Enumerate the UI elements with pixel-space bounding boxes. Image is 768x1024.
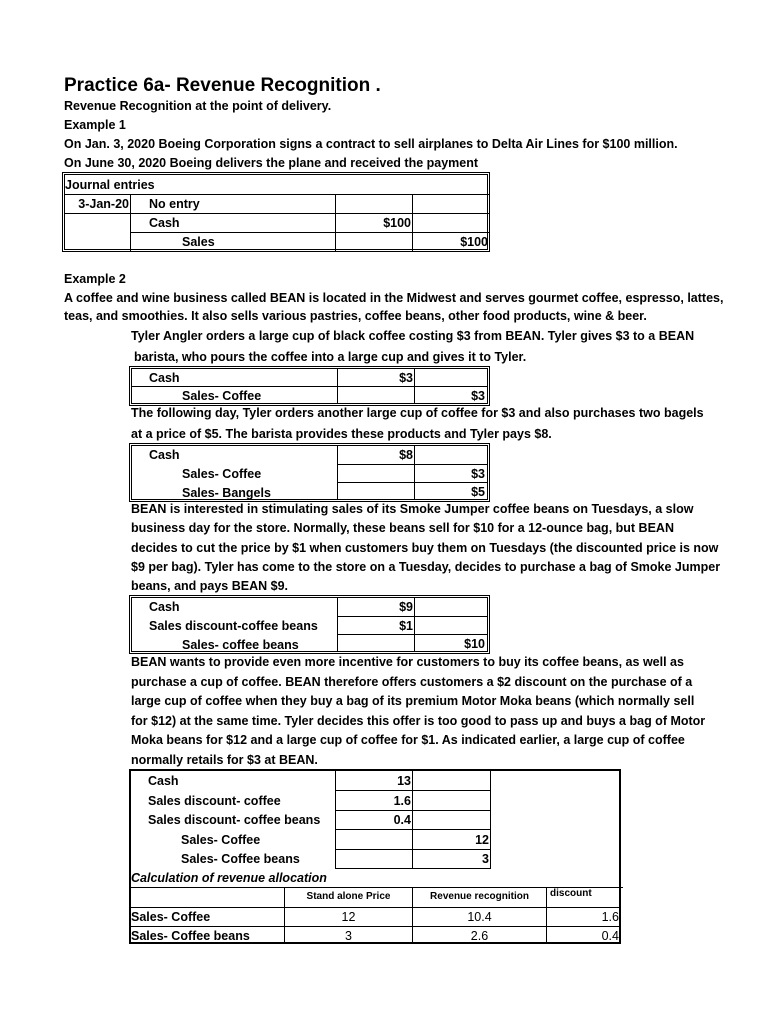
no-entry-label: No entry: [149, 197, 200, 211]
paragraph-2-line-2: at a price of $5. The barista provides these products and Tyler pays $8.: [131, 427, 552, 441]
subtitle: Revenue Recognition at the point of delivery.: [64, 99, 332, 113]
paragraph-4-line-4: for $12) at the same time. Tyler decides this offer is too good to pass up and buys a bag of Motor: [131, 714, 706, 728]
sales-coffee-amount: $3: [471, 467, 485, 481]
discount-beans-amount: 0.4: [393, 813, 411, 827]
cash-label: Cash: [149, 448, 180, 462]
sales-coffee-amount: $3: [471, 389, 485, 403]
alloc-row-coffee-discount: 1.6: [601, 910, 619, 924]
example-2-intro-1: A coffee and wine business called BEAN is located in the Midwest and serves gourmet coffee, espresso, lattes,: [64, 291, 724, 305]
paragraph-3-line-3: decides to cut the price by $1 when customers buy them on Tuesdays (the discounted price is now: [131, 541, 719, 555]
calc-title: Calculation of revenue allocation: [131, 871, 327, 885]
cash-amount: $8: [399, 448, 413, 462]
cash-amount: $3: [399, 371, 413, 385]
entry-date: 3-Jan-20: [78, 197, 129, 211]
paragraph-3-line-1: BEAN is interested in stimulating sales of its Smoke Jumper coffee beans on Tuesdays, a slow: [131, 502, 694, 516]
cash-label: Cash: [149, 600, 180, 614]
coffee-sale-table: [129, 366, 490, 406]
journal-entries-title: Journal entries: [65, 178, 155, 192]
sales-beans-label: Sales- Coffee beans: [181, 852, 300, 866]
sales-coffee-label: Sales- Coffee: [182, 389, 262, 403]
cash-amount: $100: [383, 216, 411, 230]
sales-coffee-amount: 12: [475, 833, 489, 847]
cash-label: Cash: [149, 371, 180, 385]
cash-label: Cash: [148, 774, 179, 788]
sales-beans-amount: 3: [482, 852, 489, 866]
alloc-row-beans-label: Sales- Coffee beans: [131, 929, 250, 943]
sales-amount: $100: [460, 235, 488, 249]
page-title: Practice 6a- Revenue Recognition .: [64, 75, 381, 96]
sales-bagels-amount: $5: [471, 485, 485, 499]
paragraph-4-line-5: Moka beans for $12 and a large cup of coffee for $1. As indicated earlier, a large cup of coffee: [131, 733, 685, 747]
alloc-row-coffee-revenue: 10.4: [467, 910, 492, 924]
paragraph-3-line-5: beans, and pays BEAN $9.: [131, 579, 289, 593]
paragraph-3-line-2: business day for the store. Normally, these beans sell for $10 for a 12-ounce bag, but BEAN: [131, 521, 674, 535]
paragraph-4-line-3: large cup of coffee when they buy a bag of its premium Motor Moka beans (which normally sell: [131, 694, 695, 708]
sales-beans-label: Sales- coffee beans: [182, 638, 299, 652]
discount-beans-label: Sales discount- coffee beans: [148, 813, 321, 827]
sales-discount-label: Sales discount-coffee beans: [149, 619, 318, 633]
paragraph-4-line-2: purchase a cup of coffee. BEAN therefore offers customers a $2 discount on the purchase of a: [131, 675, 693, 689]
cash-amount: 13: [397, 774, 411, 788]
paragraph-4-line-6: normally retails for $3 at BEAN.: [131, 753, 318, 767]
cash-label: Cash: [149, 216, 180, 230]
sales-bagels-label: Sales- Bangels: [182, 486, 271, 500]
paragraph-2-line-1: The following day, Tyler orders another large cup of coffee for $3 and also purchases two bagels: [131, 406, 704, 420]
coffee-beans-sale-table: [129, 595, 490, 654]
bundle-sale-table: [129, 769, 621, 944]
col-revenue-recognition: Revenue recognition: [430, 891, 529, 902]
journal-entries-table: [62, 172, 490, 252]
cash-amount: $9: [399, 600, 413, 614]
coffee-bagel-sale-table: [129, 443, 490, 502]
paragraph-4-line-1: BEAN wants to provide even more incentive for customers to buy its coffee beans, as well as: [131, 655, 684, 669]
paragraph-1-line-1: Tyler Angler orders a large cup of black coffee costing $3 from BEAN. Tyler gives $3 to a BEAN: [131, 329, 695, 343]
sales-coffee-label: Sales- Coffee: [181, 833, 261, 847]
example-2-intro-2: teas, and smoothies. It also sells various pastries, coffee beans, other food products, wine & beer.: [64, 309, 647, 323]
sales-discount-amount: $1: [399, 619, 413, 633]
sales-label: Sales: [182, 235, 215, 249]
paragraph-1-line-2: barista, who pours the coffee into a large cup and gives it to Tyler.: [134, 350, 527, 364]
alloc-row-coffee-price: 12: [341, 910, 356, 924]
col-standalone-price: Stand alone Price: [306, 891, 391, 902]
example-1-line-2: On June 30, 2020 Boeing delivers the plane and received the payment: [64, 156, 479, 170]
col-discount: discount: [550, 888, 592, 899]
example-1-heading: Example 1: [64, 118, 126, 132]
sales-coffee-label: Sales- Coffee: [182, 467, 262, 481]
sales-beans-amount: $10: [464, 637, 485, 651]
alloc-row-coffee-label: Sales- Coffee: [131, 910, 211, 924]
discount-coffee-amount: 1.6: [393, 794, 411, 808]
paragraph-3-line-4: $9 per bag). Tyler has come to the store on a Tuesday, decides to purchase a bag of Smoke Jumper: [131, 560, 721, 574]
alloc-row-beans-revenue: 2.6: [470, 929, 489, 943]
discount-coffee-label: Sales discount- coffee: [148, 794, 281, 808]
example-2-heading: Example 2: [64, 272, 126, 286]
example-1-line-1: On Jan. 3, 2020 Boeing Corporation signs a contract to sell airplanes to Delta Air Lines for $100 million.: [64, 137, 678, 151]
alloc-row-beans-price: 3: [345, 929, 352, 943]
alloc-row-beans-discount: 0.4: [601, 929, 619, 943]
